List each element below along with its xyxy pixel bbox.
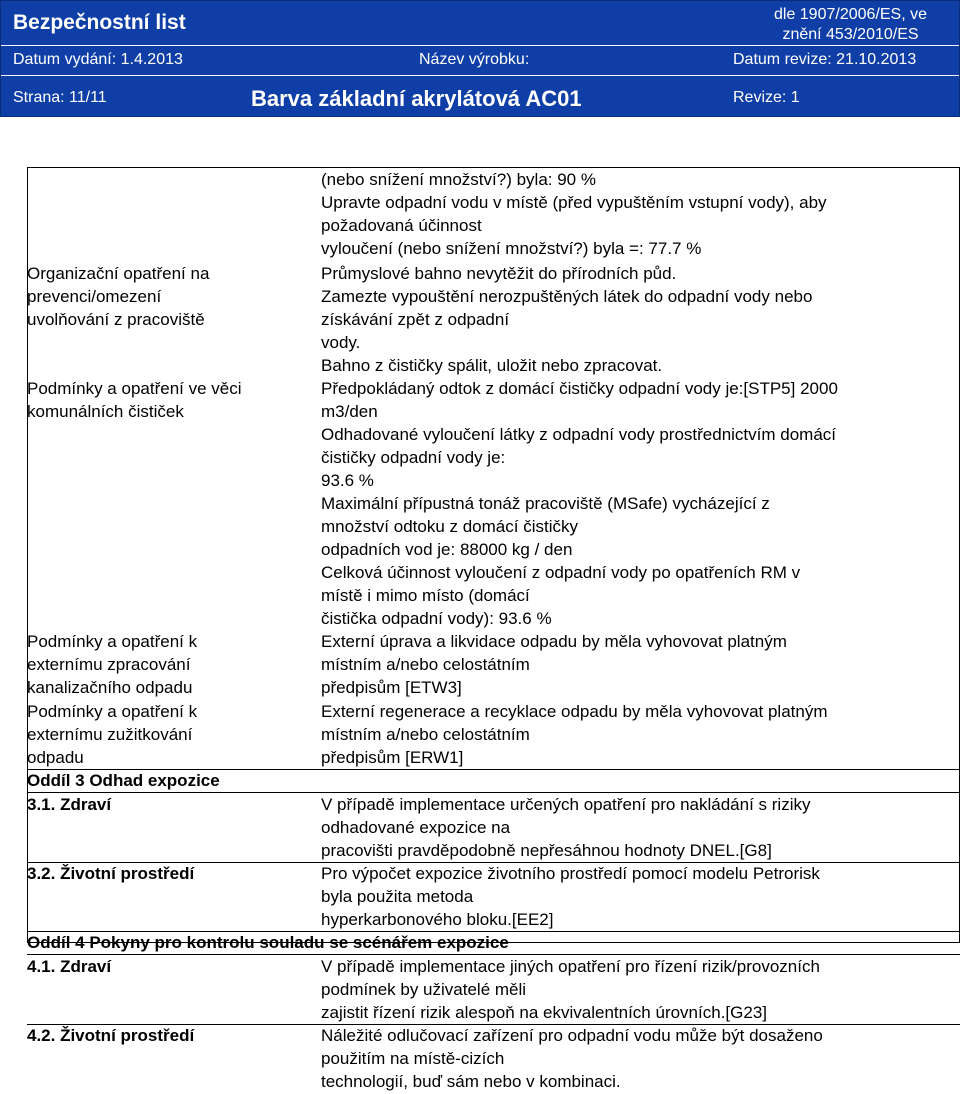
document-header xyxy=(0,0,960,117)
product-name-label: Název výrobku: xyxy=(419,51,530,68)
item-4-2-number: 4.2. Životní prostředí xyxy=(27,1026,195,1045)
header-divider xyxy=(1,75,959,76)
item-3-2-number: 3.2. Životní prostředí xyxy=(27,864,195,883)
page-number: Strana: 11/11 xyxy=(13,89,107,106)
regulation-reference xyxy=(774,5,927,45)
item-4-1-text: V případě implementace jiných opatření pro řízení rizik/provozních podmínek by uživatelé měli zajistit řízení rizik alespoň na ekvivalentních úrovních.[G23] xyxy=(321,957,820,1022)
section-4-heading: Oddíl 4 Pokyny pro kontrolu souladu se scénářem expozice xyxy=(27,933,509,952)
item-3-1-number: 3.1. Zdraví xyxy=(27,795,112,814)
row-label-external-sewage: Podmínky a opatření k externímu zpracování kanalizačního odpadu xyxy=(27,632,198,697)
product-name: Barva základní akrylátová AC01 xyxy=(251,86,582,111)
header-divider xyxy=(1,45,959,46)
item-4-1-number: 4.1. Zdraví xyxy=(27,957,112,976)
regulation-line-2: znění 453/2010/ES xyxy=(782,26,919,43)
item-4-2-text: Náležité odlučovací zařízení pro odpadní vodu může být dosaženo použitím na místě-cizích technologií, buď sám nebo v kombinaci. xyxy=(321,1026,823,1091)
revision-number: Revize: 1 xyxy=(733,89,800,106)
regulation-line-1: dle 1907/2006/ES, ve xyxy=(773,6,927,23)
revision-date: Datum revize: 21.10.2013 xyxy=(733,51,917,68)
row-label-municipal-treatment: Podmínky a opatření ve věci komunálních čističek xyxy=(27,379,242,421)
issue-date: Datum vydání: 1.4.2013 xyxy=(13,51,183,68)
item-3-2-text: Pro výpočet expozice životního prostředí pomocí modelu Petrorisk byla použita metoda hyperkarbonového bloku.[EE2] xyxy=(321,864,820,929)
row-text-external-recovery: Externí regenerace a recyklace odpadu by měla vyhovovat platným místním a/nebo celostátním předpisům [ERW1] xyxy=(321,702,828,767)
section-3-heading: Oddíl 3 Odhad expozice xyxy=(27,771,220,790)
item-3-1-text: V případě implementace určených opatření pro nakládání s riziky odhadované expozice na pracovišti pravděpodobně nepřesáhnou hodnoty DNEL.[G8] xyxy=(321,795,811,860)
document-title: Bezpečnostní list xyxy=(13,11,186,34)
row-text-external-sewage: Externí úprava a likvidace odpadu by měla vyhovovat platným místním a/nebo celostátním předpisům [ETW3] xyxy=(321,632,787,697)
row-label-external-recovery: Podmínky a opatření k externímu zužitkování odpadu xyxy=(27,702,198,767)
row-text-municipal-treatment: Předpokládaný odtok z domácí čističky odpadní vody je:[STP5] 2000 m3/den Odhadované vyloučení látky z odpadní vody prostřednictvím domácí čističky odpadní vody je: 93.6 % Maximální přípustná tonáž pracoviště (MSafe) vycházející z množství odtoku z domácí čističky odpadních vod je: 88000 kg / den Celková účinnost vyloučení z odpadní vody po opatřeních RM v místě i mimo místo (domácí čistička odpadní vody): 93.6 % xyxy=(321,379,838,628)
row-label-organizational-measures: Organizační opatření na prevenci/omezení uvolňování z pracoviště xyxy=(27,264,210,329)
continuation-text: (nebo snížení množství?) byla: 90 % Upravte odpadní vodu v místě (před vypuštěním vstupní vody), aby požadovaná účinnost vyloučení (nebo snížení množství?) byla =: 77.7 % xyxy=(321,170,827,258)
row-text-organizational-measures: Průmyslové bahno nevytěžit do přírodních půd. Zamezte vypouštění nerozpuštěných látek do odpadní vody nebo získávání zpět z odpadní vody. Bahno z čističky spálit, uložit nebo zpracovat. xyxy=(321,264,813,375)
